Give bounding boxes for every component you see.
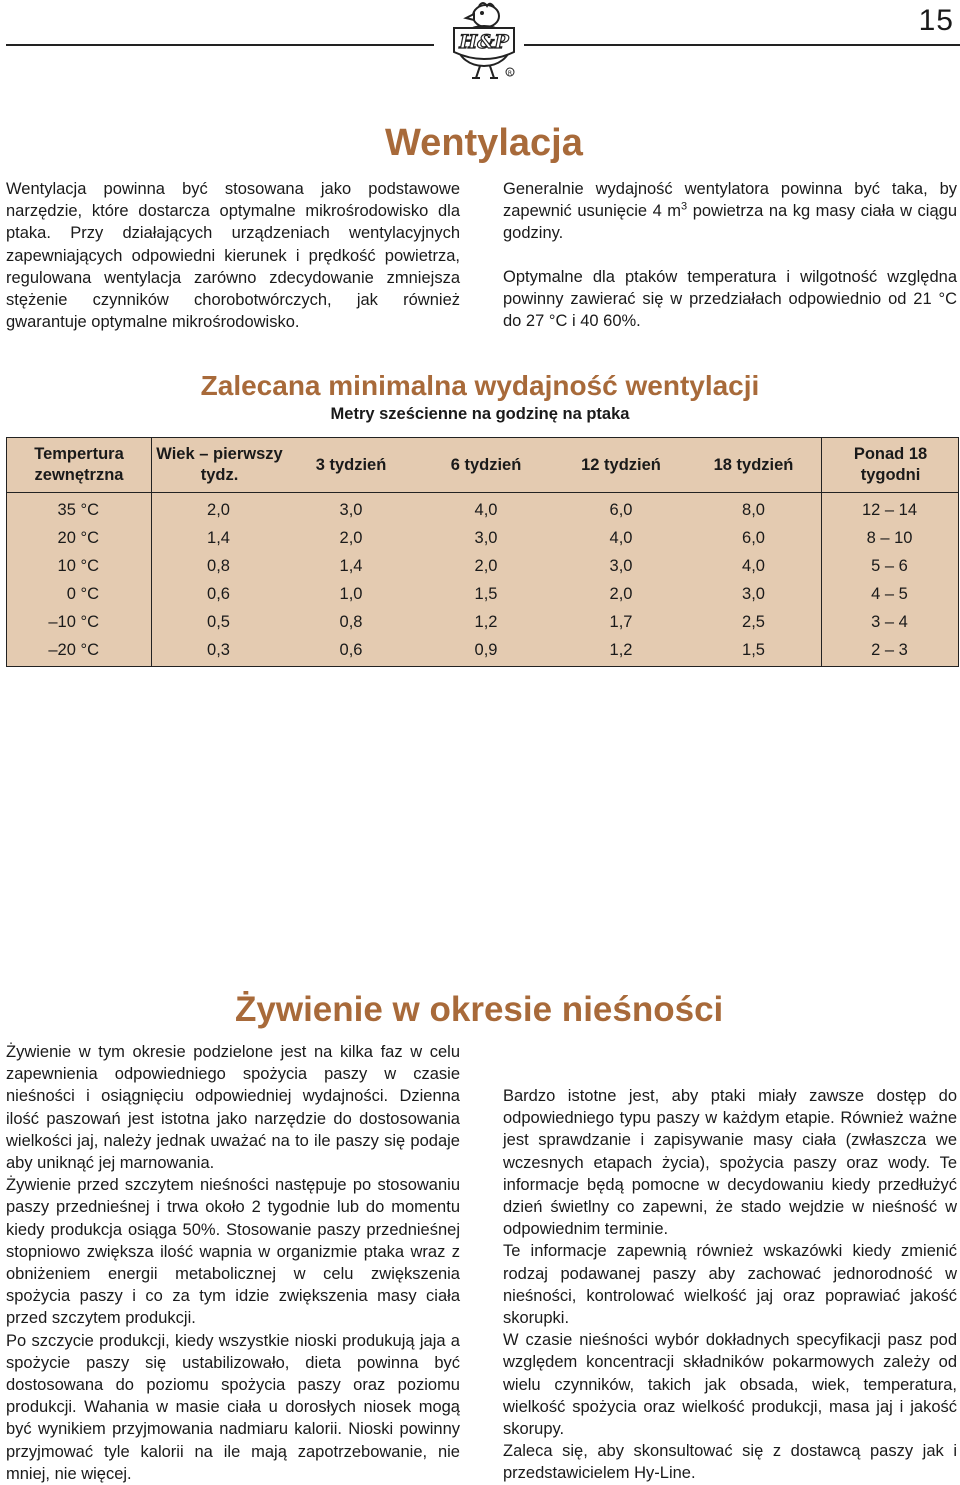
cell-value: 3,0 <box>742 585 765 603</box>
ventilation-title: Wentylacja <box>385 122 583 164</box>
feeding-paragraph: Żywienie w tym okresie podzielone jest na kilka faz w celu zapewnienia odpowiedniego spożycia paszy w czasie nieśności i osiągnięciu odpowiedniej wydajności. Dzienna ilość paszowań jest istotna jako narzędzie do dostosowania wielkości jaj, należy jednak uważać na to ile paszy się podaje aby uniknąć jej marnowania. <box>6 1043 460 1173</box>
table-row <box>7 608 958 636</box>
cell-temperature: 35 °C <box>57 501 99 519</box>
header-week-6: 6 tydzień <box>450 455 522 474</box>
cell-value: 3,0 <box>609 557 633 575</box>
feeding-paragraph: Te informacje zapewnią również wskazówki kiedy zmienić rodzaj podawanej paszy aby zachować jednorodność w nieśności, kontrolować wielkość jaj oraz poprawiać jakość skorupki. <box>503 1242 957 1328</box>
feeding-paragraph: Po szczycie produkcji, kiedy wszystkie nioski produkują jaja a spożycie paszy się ustabilizowało, dieta powinna być dostosowana do poziomu spożycia paszy oraz poziomu produkcji. Wahania w masie ciała u dorosłych niosek mogą być wynikiem przyjmowania nadmiaru kalorii. Nioski powinny przyjmować tyle kalorii na ile mają zapotrzebowanie, nie mniej, nie więcej. <box>6 1331 460 1483</box>
feeding-title: Żywienie w okresie nieśności <box>235 990 724 1029</box>
cell-value: 6,0 <box>609 501 633 519</box>
header-week-18: 18 tydzień <box>713 455 794 474</box>
cell-value: 0,8 <box>339 613 363 631</box>
cell-value: 3,0 <box>339 501 363 519</box>
cell-value: 4,0 <box>609 529 633 547</box>
cell-value: 8 – 10 <box>866 529 913 547</box>
feeding-paragraph: Zaleca się, aby skonsultować się z dostawcą paszy jak i przedstawicielem Hy-Line. <box>503 1442 957 1483</box>
cell-value: 0,6 <box>339 641 363 659</box>
cell-value: 2,5 <box>742 613 765 631</box>
cell-value: 5 – 6 <box>871 557 908 575</box>
table-row <box>7 524 958 552</box>
cell-value: 2,0 <box>207 501 230 519</box>
ventilation-capacity-paragraph: Generalnie wydajność wentylatora powinna być taka, by zapewnić usunięcie 4 $m^3$ powietrza na kg masy ciała w ciągu godziny. <box>503 180 957 243</box>
cell-value: 1,5 <box>474 585 498 603</box>
cell-value: 6,0 <box>742 529 765 547</box>
cell-temperature: 20 °C <box>57 529 99 547</box>
header-week-12: 12 tydzień <box>581 455 661 474</box>
table-title: Zalecana minimalna wydajność wentylacji <box>200 370 760 401</box>
cell-temperature: 0 °C <box>66 585 99 603</box>
table-subtitle: Metry sześcienne na godzinę na ptaka <box>330 405 630 423</box>
table-header-row <box>7 438 958 493</box>
cell-value: 2 – 3 <box>871 641 908 659</box>
cell-value: 0,3 <box>207 641 230 659</box>
cell-value: 0,9 <box>474 641 498 659</box>
feeding-paragraph: Żywienie przed szczytem nieśności następuje po stosowaniu paszy przednieśnej i trwa około 2 tygodnie lub do momentu kiedy produkcja osiąga 50%. Stosowanie paszy przednieśnej stopniowo zwiększa ilość wapnia w organizmie ptaka wraz z obniżeniem energii metabolicznej w celu zwiększenia spożycia paszy i co za tym idzie zwiększenia masy ciała przed szczytem produkcji. <box>6 1176 460 1328</box>
header-week-3: 3 tydzień <box>315 455 387 474</box>
ventilation-intro-paragraph: Wentylacja powinna być stosowana jako podstawowe narzędzie, które dostarcza optymalne mikrośrodowisko dla ptaka. Przy działających urządzeniach wentylacyjnych zapewniających odpowiedni kierunek i prędkość powietrza, regulowana wentylacja zarówno zdecydowanie zmniejsza stężenie czynników chorobotwórczych, jak również gwarantuje optymalne mikrośrodowisko. <box>6 180 460 332</box>
cell-temperature: –20 °C <box>48 641 99 659</box>
cell-value: 4,0 <box>474 501 498 519</box>
feeding-left-column <box>6 1041 460 1485</box>
cell-temperature: –10 °C <box>48 613 99 631</box>
cell-value: 1,4 <box>207 529 230 547</box>
cell-value: 2,0 <box>474 557 498 575</box>
cell-value: 1,2 <box>474 613 498 631</box>
cell-value: 1,2 <box>609 641 633 659</box>
cell-value: 1,4 <box>339 557 363 575</box>
cell-value: 12 – 14 <box>861 501 918 519</box>
cell-value: 1,5 <box>742 641 765 659</box>
cell-value: 0,8 <box>207 557 230 575</box>
header-first-week: Wiek – pierwszy tydz. <box>151 438 287 492</box>
cell-value: 4 – 5 <box>871 585 908 603</box>
ventilation-temperature-paragraph: Optymalne dla ptaków temperatura i wilgotność względna powinny zawierać się w przedziałach odpowiednio od 21 °C do 27 °C i 40 60%. <box>503 267 957 331</box>
feeding-right-column <box>503 1085 957 1485</box>
cell-value: 3 – 4 <box>871 613 908 631</box>
page-number: 15 <box>918 4 954 37</box>
cell-temperature: 10 °C <box>57 557 99 575</box>
logo-text: H&P <box>459 31 509 53</box>
header-over-18-weeks: Ponad 18 tygodni <box>821 438 959 492</box>
header-temperature: Tempertura zewnętrzna <box>34 445 124 484</box>
chick-logo <box>434 0 524 84</box>
cell-value: 0,5 <box>207 613 230 631</box>
feeding-paragraph: W czasie nieśności wybór dokładnych specyfikacji pasz pod względem koncentracji składników pokarmowych zależy od wielu czynników, takich jak obsada, wiek, temperatura, wielkość spożycia oraz wielkość produkcji, masa jaj i jakość skorupy. <box>503 1331 957 1439</box>
table-row <box>7 636 958 664</box>
cell-value: 3,0 <box>474 529 498 547</box>
cell-value: 2,0 <box>339 529 363 547</box>
table-row <box>7 496 958 524</box>
table-row <box>7 580 958 608</box>
cell-value: 1,7 <box>609 613 633 631</box>
svg-text:R: R <box>507 70 513 77</box>
ventilation-right-column <box>503 178 957 353</box>
cell-value: 4,0 <box>742 557 765 575</box>
cell-value: 0,6 <box>207 585 230 603</box>
feeding-paragraph: Bardzo istotne jest, aby ptaki miały zawsze dostęp do odpowiedniego typu paszy w każdym etapie. Również ważne jest sprawdzanie i zapisywanie masy ciała (zwłaszcza we wczesnych etapach życia), spożycia paszy oraz wody. Te informacje będą pomocne w decydowaniu kiedy przedłużyć dzień świetlny co zapewni, że stado wejdzie w nieśność w odpowiednim terminie. <box>503 1087 957 1239</box>
table-row <box>7 552 958 580</box>
cell-value: 1,0 <box>339 585 363 603</box>
ventilation-table <box>6 437 959 667</box>
cell-value: 2,0 <box>609 585 633 603</box>
cell-value: 8,0 <box>742 501 765 519</box>
